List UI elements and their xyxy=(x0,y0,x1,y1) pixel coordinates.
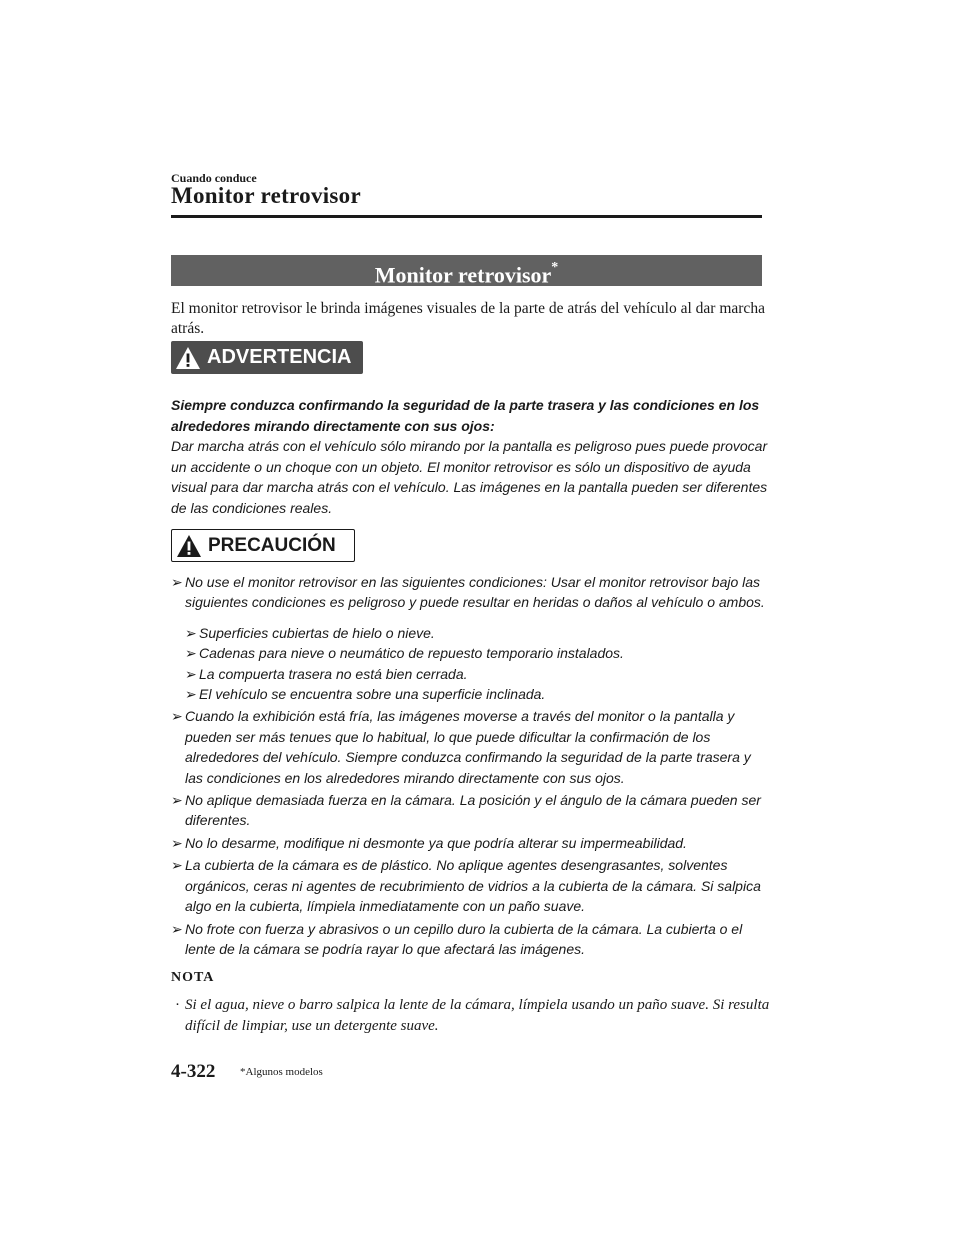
list-item: ➢ Superficies cubiertas de hielo o nieve. xyxy=(185,623,771,643)
warning-triangle-icon xyxy=(175,346,201,370)
warning-body: Dar marcha atrás con el vehículo sólo mirando por la pantalla es peligroso pues puede provocar un accidente o un choque con un objeto. El monitor retrovisor es sólo un dispositivo de ayuda visual para dar marcha atrás con el vehículo. Las imágenes en la pantalla pueden ser diferentes de las condiciones reales. xyxy=(171,438,768,516)
warning-text xyxy=(171,395,771,518)
caution-triangle-icon xyxy=(176,534,202,558)
list-item: ➢ La cubierta de la cámara es de plástico. No aplique agentes desengrasantes, solventes orgánicos, ceras ni agentes de recubrimiento de vidrios a la cubierta de la cámara. Si salpica algo en la cubierta, límpiela inmediatamente con un paño suave. xyxy=(171,857,761,915)
arrow-bullet-icon: ➢ xyxy=(185,665,197,682)
arrow-bullet-icon: ➢ xyxy=(185,686,197,703)
banner-asterisk: * xyxy=(551,260,559,275)
chapter-label: Cuando conduce xyxy=(171,171,257,185)
title-divider xyxy=(171,215,762,218)
list-item: ➢ No aplique demasiada fuerza en la cámara. La posición y el ángulo de la cámara pueden ser diferentes. xyxy=(171,792,761,829)
arrow-bullet-icon: ➢ xyxy=(185,645,197,662)
list-item: ➢ No lo desarme, modifique ni desmonte ya que podría alterar su impermeabilidad. xyxy=(171,833,771,853)
footnote: *Algunos modelos xyxy=(240,1066,323,1078)
warning-label: ADVERTENCIA xyxy=(207,346,352,368)
warning-bold-text: Siempre conduzca confirmando la seguridad de la parte trasera y las condiciones en los alrededores mirando directamente con sus ojos: xyxy=(171,397,760,434)
section-title: Monitor retrovisor xyxy=(171,183,361,208)
arrow-bullet-icon: ➢ xyxy=(171,920,183,937)
sub-list xyxy=(171,623,771,705)
topic-banner xyxy=(171,255,762,286)
list-item: ➢ Cuando la exhibición está fría, las imágenes moverse a través del monitor o la pantalla y pueden ser más tenues que lo habitual, lo que puede dificultar la confirmación de los alrededores del vehículo. Siempre conduzca confirmando la seguridad de la parte trasera y las condiciones en los alrededores mirando directamente con sus ojos. xyxy=(171,708,751,786)
list-item: ➢ La compuerta trasera no está bien cerrada. xyxy=(185,664,771,684)
caution-label: PRECAUCIÓN xyxy=(208,534,336,556)
caution-list xyxy=(171,572,771,961)
list-item: ➢ No frote con fuerza y abrasivos o un cepillo duro la cubierta de la cámara. La cubierta o el lente de la cámara se podría rayar lo que afectará las imágenes. xyxy=(171,920,743,957)
arrow-bullet-icon: ➢ xyxy=(171,708,183,725)
warning-badge xyxy=(171,341,363,374)
arrow-bullet-icon: ➢ xyxy=(171,857,183,874)
arrow-bullet-icon: ➢ xyxy=(171,792,183,809)
dot-bullet-icon: · xyxy=(175,997,180,1013)
page-number: 4-322 xyxy=(171,1061,216,1082)
arrow-bullet-icon: ➢ xyxy=(171,574,183,590)
list-item: ➢ El vehículo se encuentra sobre una superficie inclinada. xyxy=(185,684,771,704)
intro-paragraph: El monitor retrovisor le brinda imágenes visuales de la parte de atrás del vehículo al dar marcha atrás. xyxy=(171,300,765,337)
banner-title: Monitor retrovisor xyxy=(374,262,552,288)
caution-badge xyxy=(171,529,355,562)
list-item: ➢ No use el monitor retrovisor en las siguientes condiciones: Usar el monitor retrovisor bajo las siguientes condiciones es peligroso y puede resultar en heridas o daños al vehículo o ambos. xyxy=(171,574,765,611)
note-title: NOTA xyxy=(171,970,215,985)
arrow-bullet-icon: ➢ xyxy=(185,624,197,641)
list-item: ➢ Cadenas para nieve o neumático de repuesto temporario instalados. xyxy=(185,643,771,663)
arrow-bullet-icon: ➢ xyxy=(171,834,183,851)
note-item: · Si el agua, nieve o barro salpica la lente de la cámara, límpiela usando un paño suave. Si resulta difícil de limpiar, use un detergente suave. xyxy=(175,997,770,1034)
